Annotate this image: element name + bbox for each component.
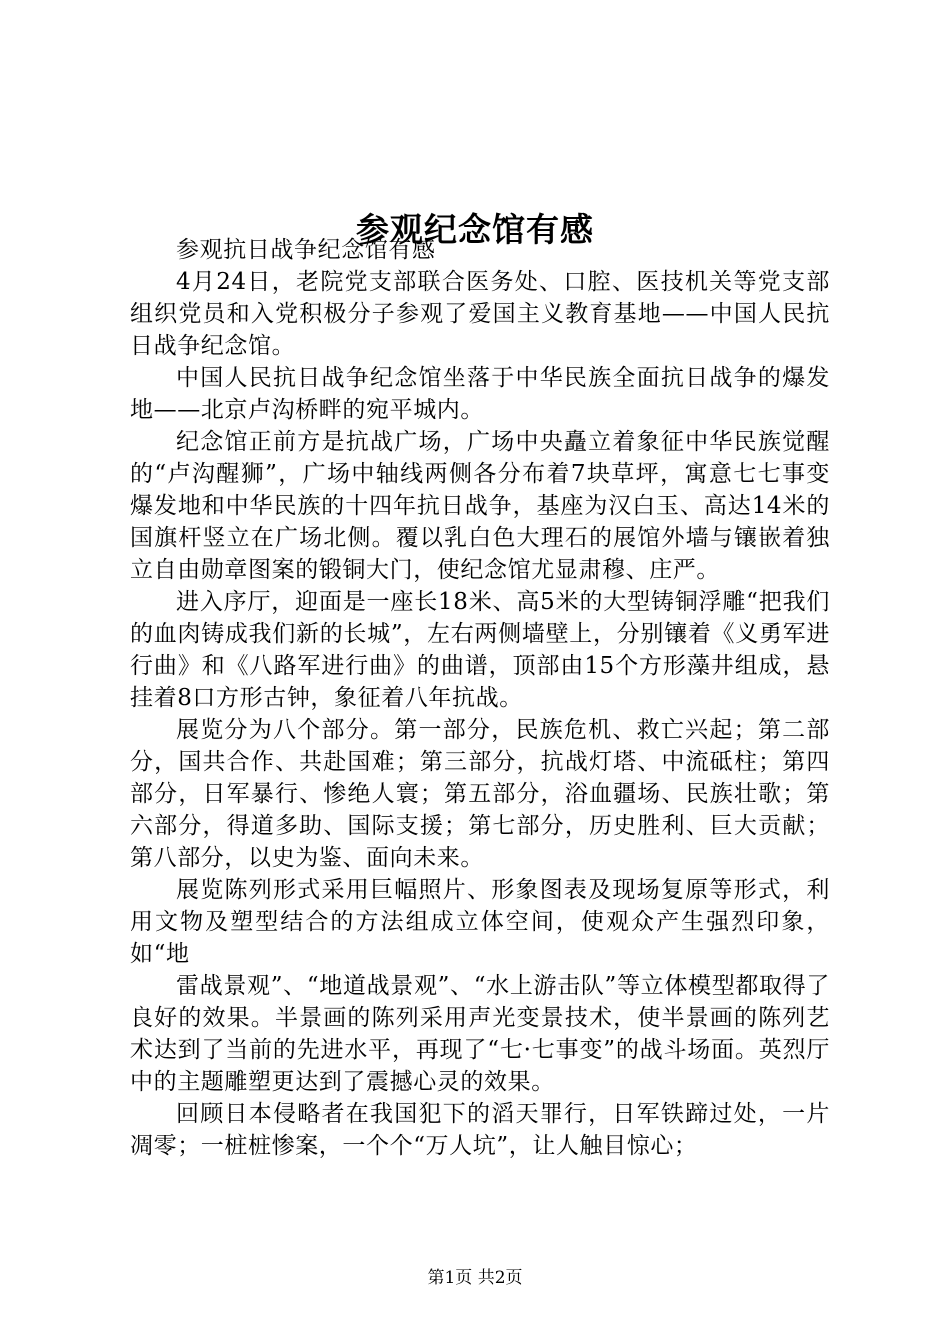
paragraph-square: 纪念馆正前方是抗战广场，广场中央矗立着象征中华民族觉醒的“卢沟醒狮”，广场中轴线两侧各分布着7块草坪，寓意七七事变爆发地和中华民族的十四年抗日战争，基座为汉白玉、高达14米的国旗杆竖立在广场北侧。覆以乳白色大理石的展馆外墙与镶嵌着独立自由勋章图案的锻铜大门，使纪念馆尤显肃穆、庄严。 [130,429,830,583]
document-body [130,234,830,1162]
paragraph-visit-intro: 4月24日，老院党支部联合医务处、口腔、医技机关等党支部组织党员和入党积极分子参观了爱国主义教育基地——中国人民抗日战争纪念馆。 [130,269,830,359]
paragraph-exhibition-form: 展览陈列形式采用巨幅照片、形象图表及现场复原等形式，利用文物及塑型结合的方法组成立体空间，使观众产生强烈印象，如“地 [130,877,830,967]
paragraph-prelude-hall: 进入序厅，迎面是一座长18米、高5米的大型铸铜浮雕“把我们的血肉铸成我们新的长城”，左右两侧墙壁上，分别镶着《义勇军进行曲》和《八路军进行曲》的曲谱，顶部由15个方形藻井组成，悬挂着8口方形古钟，象征着八年抗战。 [130,589,830,711]
page-number: 第1页 共2页 [427,1268,523,1288]
paragraph-exhibition-parts: 展览分为八个部分。第一部分，民族危机、救亡兴起；第二部分，国共合作、共赴国难；第三部分，抗战灯塔、中流砥柱；第四部分，日军暴行、惨绝人寰；第五部分，浴血疆场、民族壮歌；第六部分，得道多助、国际支援；第七部分，历史胜利、巨大贡献；第八部分，以史为鉴、面向未来。 [130,717,830,871]
paragraph-reflection: 回顾日本侵略者在我国犯下的滔天罪行，日军铁蹄过处，一片凋零；一桩桩惨案，一个个“万人坑”，让人触目惊心； [130,1101,830,1159]
page-title: 参观纪念馆有感 [356,210,594,250]
document-subtitle: 参观抗日战争纪念馆有感 [176,237,436,263]
paragraph-location: 中国人民抗日战争纪念馆坐落于中华民族全面抗日战争的爆发地——北京卢沟桥畔的宛平城内。 [130,365,830,423]
paragraph-dioramas: 雷战景观”、“地道战景观”、“水上游击队”等立体模型都取得了良好的效果。半景画的陈列采用声光变景技术，使半景画的陈列艺术达到了当前的先进水平，再现了“七·七事变”的战斗场面。英烈厅中的主题雕塑更达到了震撼心灵的效果。 [130,973,830,1095]
